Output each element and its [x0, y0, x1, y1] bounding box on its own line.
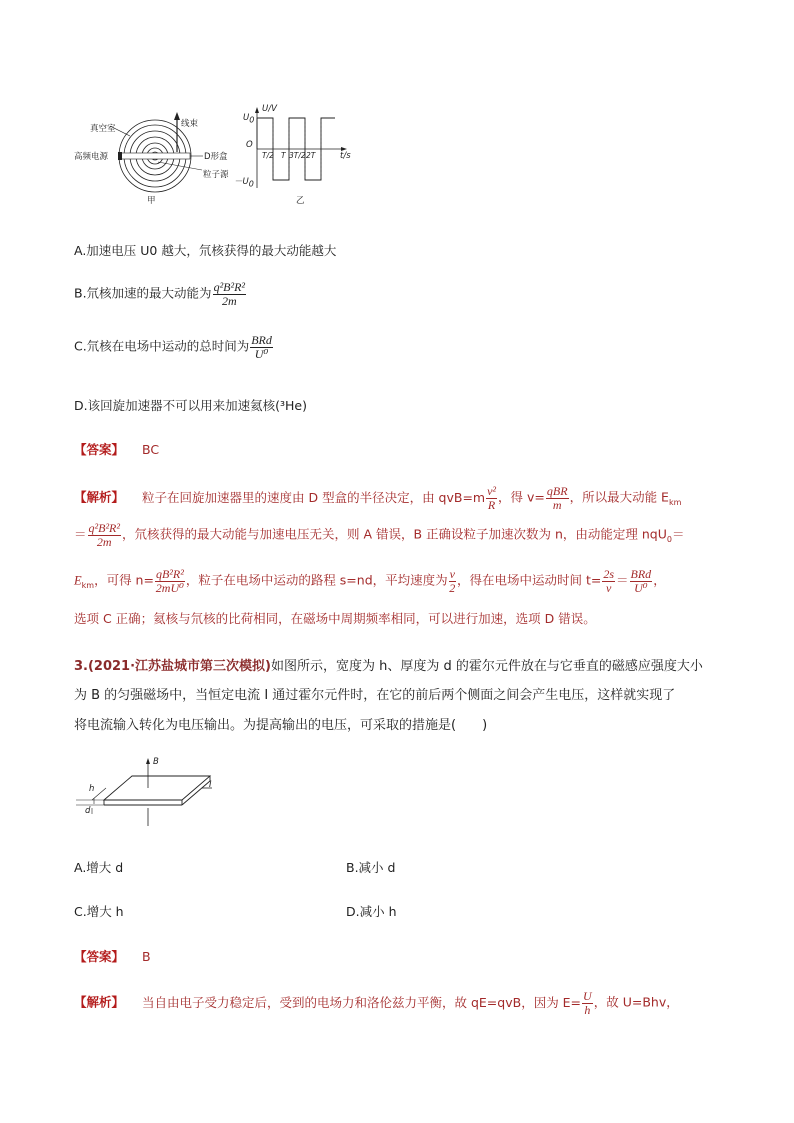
- q2-option-c: [74, 334, 274, 360]
- graph-neg-u0: $-U_0$: [234, 177, 254, 189]
- graph-u0: $U_0$: [243, 113, 255, 125]
- q3-stem-line3: 将电流输入转化为电压输出。为提高输出的电压，可采取的措施是( ): [74, 718, 488, 733]
- label-particle-source: 粒子源: [203, 170, 229, 180]
- q2-option-b-fraction: $\frac{\text{q²B²R²}}{2m}$: [213, 280, 246, 308]
- q2-option-c-text: C.氘核在电场中运动的总时间为: [74, 338, 250, 354]
- label-vacuum: 真空室: [90, 124, 116, 134]
- q2-analysis-tag: 【解析】: [74, 489, 125, 505]
- q3-answer-value: B: [142, 949, 151, 964]
- q2-option-a: A.加速电压 U0 越大，氘核获得的最大动能越大: [74, 243, 337, 258]
- caption-jia: 甲: [147, 196, 156, 206]
- graph-origin: O: [246, 140, 253, 150]
- graph-ylabel: U/V: [262, 104, 277, 114]
- q2-analysis-line3: $E_{km}$，可得 n= $\frac{\text{qB²R²}}{\text{2mU⁰}}$ ，粒子在电场中运动的路程 s=nd，平均速度为 $\frac{v}{2}$ ，得在电场中运动时间 t= $\frac{2s}{v}$ ＝ $\frac{\text{BRd}}{\text{U⁰}}$ ，: [74, 567, 666, 595]
- q2-analysis-line1: 【解析】 粒子在回旋加速器里的速度由 D 型盒的半径决定，由 qvB=m $\frac{\text{v²}}{R}$ ，得 v= $\frac{\text{qBR}}{m}$ ，所以最大动能 $E_{km}$: [74, 484, 682, 512]
- q3-option-b: B.减小 d: [346, 860, 396, 875]
- graph-tick-3half-t: 3T/2: [289, 151, 306, 160]
- hall-label-d: d: [85, 806, 91, 816]
- q3-option-a: A.增大 d: [74, 860, 124, 875]
- graph-tick-t: T: [281, 151, 286, 160]
- caption-yi: 乙: [296, 196, 305, 206]
- q2-option-c-fraction: $\frac{\text{BRd}}{\text{U⁰}}$: [251, 333, 272, 361]
- hall-label-i: I: [209, 780, 212, 790]
- q2-answer-value: BC: [142, 442, 160, 457]
- hall-element-diagram: [72, 758, 232, 830]
- q2-option-b-text: B.氘核加速的最大动能为: [74, 285, 212, 301]
- q3-stem-line1: 3.(2021·江苏盐城市第三次模拟)如图所示，宽度为 h、厚度为 d 的霍尔元件放在与它垂直的磁感应强度大小: [74, 659, 703, 674]
- hall-label-h: h: [89, 784, 95, 794]
- q2-answer-tag: 【答案】: [74, 442, 125, 457]
- q3-stem-line2: 为 B 的匀强磁场中，当恒定电流 I 通过霍尔元件时，在它的前后两个侧面之间会产生电压，这样就实现了: [74, 688, 676, 703]
- q3-option-c: C.增大 h: [74, 904, 124, 919]
- q3-answer-tag: 【答案】: [74, 949, 125, 964]
- q2-option-d: D.该回旋加速器不可以用来加速氦核(³He): [74, 398, 307, 413]
- hall-label-b: B: [153, 757, 159, 767]
- label-beam: 线束: [181, 119, 199, 129]
- q3-source: 3.(2021·江苏盐城市第三次模拟): [74, 659, 271, 674]
- q2-analysis-line2: ＝ $\frac{\text{q²B²R²}}{2m}$ ，氘核获得的最大动能与加速电压无关，则 A 错误，B 正确设粒子加速次数为 n，由动能定理 nqU$_0$＝: [74, 521, 685, 549]
- q2-answer: [74, 440, 159, 458]
- q3-analysis-tag: 【解析】: [74, 994, 125, 1010]
- q2-option-b: [74, 281, 247, 307]
- q3-analysis: 【解析】 当自由电子受力稳定后，受到的电场力和洛伦兹力平衡，故 qE=qvB，因为 E= $\frac{U}{h}$ ，故 U=Bhv，: [74, 989, 679, 1017]
- graph-tick-half-t: T/2: [262, 151, 274, 160]
- label-dbox: D形盒: [204, 152, 228, 162]
- graph-tick-2t: 2T: [306, 151, 316, 160]
- graph-xlabel: t/s: [340, 151, 351, 161]
- q3-answer: [74, 947, 151, 965]
- q3-option-d: D.减小 h: [346, 904, 397, 919]
- label-hf-source: 高频电源: [74, 152, 109, 162]
- q2-analysis-line4: 选项 C 正确；氦核与氘核的比荷相同，在磁场中周期频率相同，可以进行加速，选项 D 错误。: [74, 611, 596, 626]
